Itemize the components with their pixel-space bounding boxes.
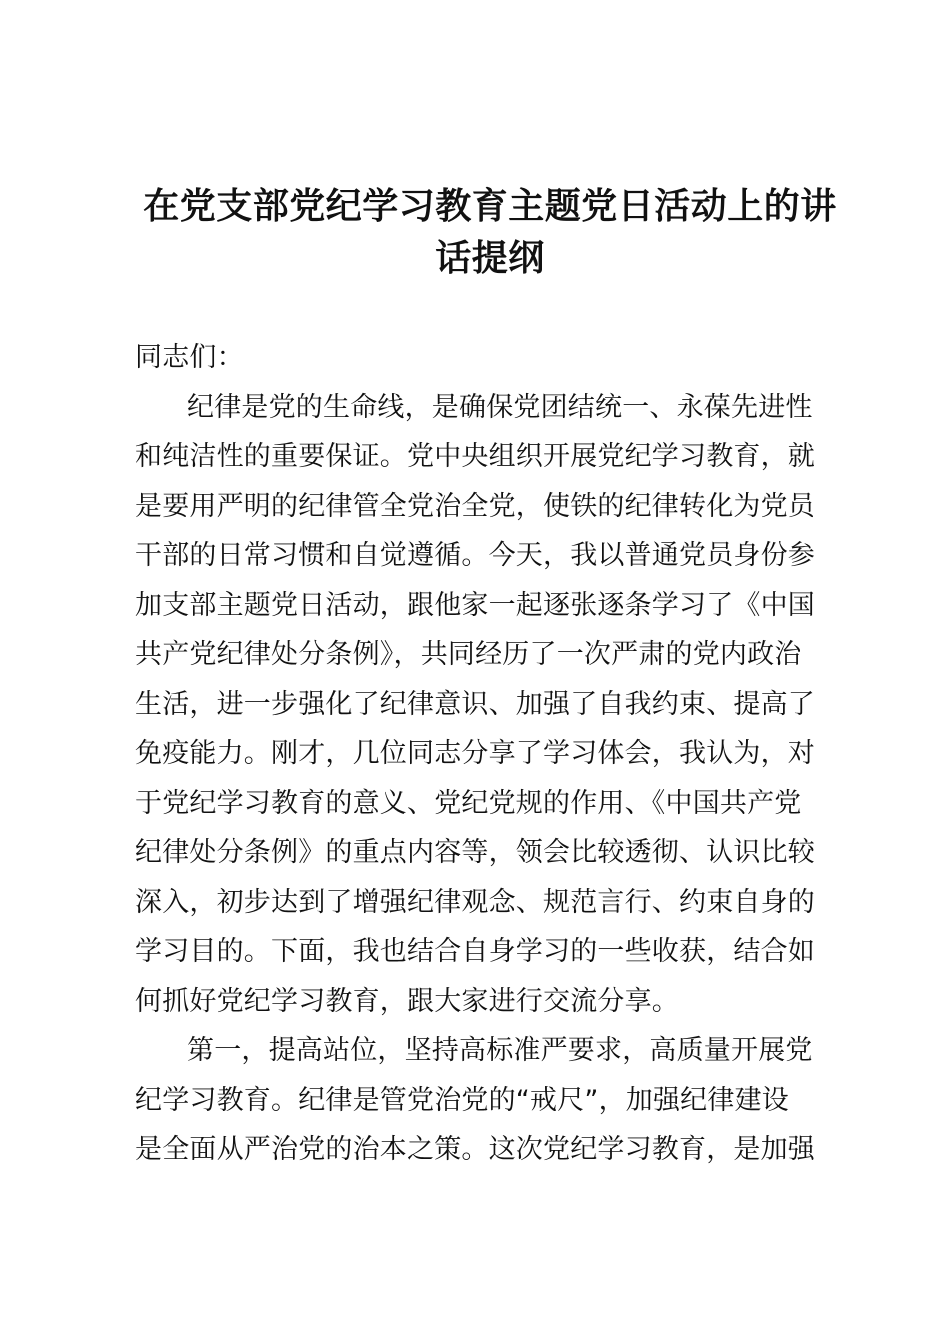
paragraph-1-line-8: 免疫能力。刚才，几位同志分享了学习体会，我认为，对	[135, 738, 815, 769]
paragraph-2-line-1: 第一，提高站位，坚持高标准严要求，高质量开展党	[187, 1035, 813, 1066]
paragraph-1-line-11: 深入，初步达到了增强纪律观念、规范言行、约束自身的	[135, 886, 815, 918]
paragraph-1-line-12: 学习目的。下面，我也结合自身学习的一些收获，结合如	[135, 936, 815, 967]
paragraph-1-line-5: 加支部主题党日活动，跟他家一起逐张逐条学习了《中国	[135, 589, 815, 621]
paragraph-1-line-10: 纪律处分条例》的重点内容等，领会比较透彻、认识比较	[135, 837, 815, 868]
title-line-2: 话提纲	[435, 238, 545, 279]
paragraph-1-line-4: 干部的日常习惯和自觉遵循。今天，我以普通党员身份参	[135, 540, 815, 571]
paragraph-1-line-6: 共产党纪律处分条例》，共同经历了一次严肃的党内政治	[135, 639, 802, 670]
document-title	[135, 181, 845, 285]
paragraph-1-line-7: 生活，进一步强化了纪律意识、加强了自我约束、提高了	[135, 688, 815, 720]
title-line-1: 在党支部党纪学习教育主题党日活动上的讲	[143, 186, 837, 227]
paragraph-1-line-13: 何抓好党纪学习教育，跟大家进行交流分享。	[135, 985, 679, 1017]
paragraph-1-line-1: 纪律是党的生命线，是确保党团结统一、永葆先进性	[187, 391, 813, 423]
salutation: 同志们：	[135, 342, 244, 373]
paragraph-1-line-3: 是要用严明的纪律管全党治全党，使铁的纪律转化为党员	[135, 490, 815, 522]
document-body	[135, 333, 835, 1175]
paragraph-2-line-2: 纪学习教育。纪律是管党治党的“戒尺”，加强纪律建设	[135, 1084, 789, 1116]
paragraph-1-line-2: 和纯洁性的重要保证。党中央组织开展党纪学习教育，就	[135, 441, 815, 472]
paragraph-2-line-3: 是全面从严治党的治本之策。这次党纪学习教育，是加强	[135, 1134, 815, 1165]
paragraph-1-line-9: 于党纪学习教育的意义、党纪党规的作用、《中国共产党	[135, 787, 802, 819]
